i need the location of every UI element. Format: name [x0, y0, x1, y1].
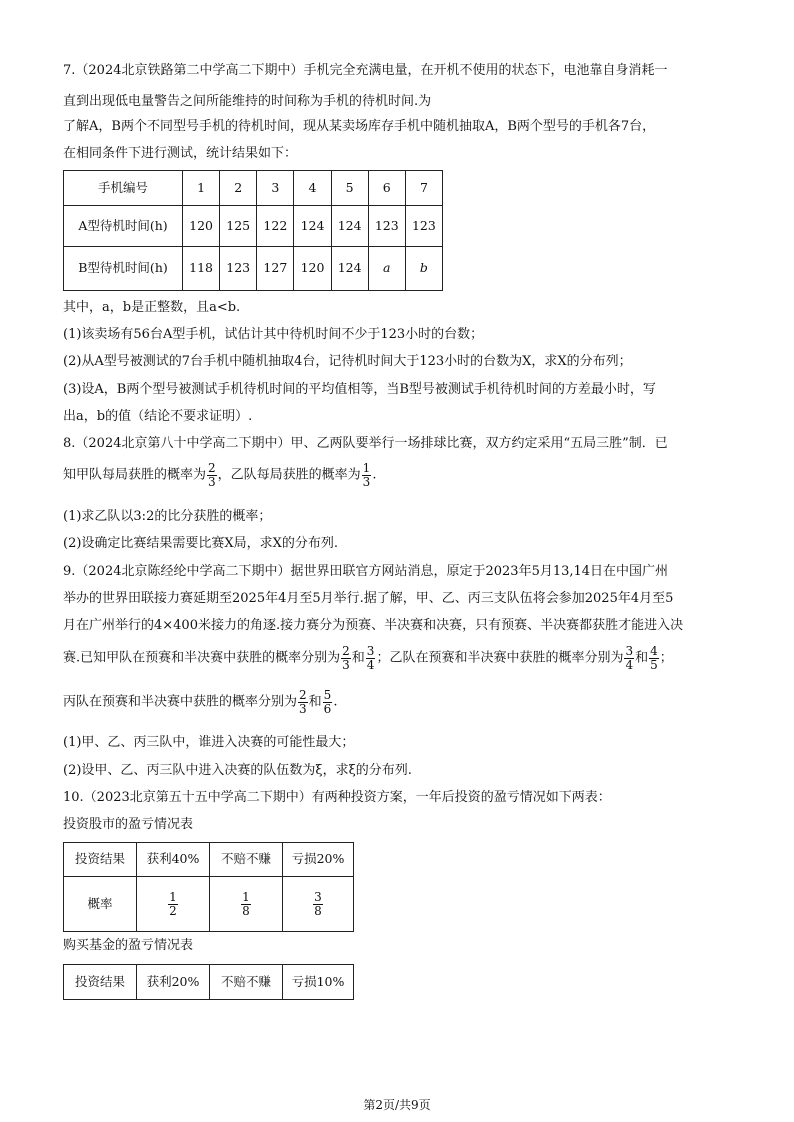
table-cell: a — [368, 247, 405, 291]
table-cell: 投资结果 — [64, 965, 137, 1000]
table-cell: 123 — [220, 247, 257, 291]
q9-text: 丙队在预赛和半决赛中获胜的概率分别为 — [63, 694, 298, 710]
numerator: 5 — [323, 688, 332, 702]
table-cell: 亏损20% — [283, 843, 354, 877]
q9-part-2: (2)设甲、乙、丙三队中进入决赛的队伍数为ξ，求ξ的分布列. — [63, 763, 412, 778]
q10-stock-table — [63, 842, 354, 932]
denominator: 5 — [650, 657, 658, 672]
table-cell: 概率 — [64, 877, 137, 932]
table-cell: 120 — [183, 206, 220, 247]
table-cell: 3 — [257, 171, 294, 206]
page-footer: 第2页/共9页 — [363, 1098, 431, 1112]
table-header-row — [64, 965, 354, 1000]
q9-text: 赛.已知甲队在预赛和半决赛中获胜的概率分别为 — [63, 650, 341, 666]
table-cell: 2 — [220, 171, 257, 206]
fraction — [323, 689, 333, 715]
q7-part-3-line-1: (3)设A，B两个型号被测试手机待机时间的平均值相等，当B型号被测试手机待机时间的方差最小时，写 — [63, 382, 656, 397]
table-cell: 123 — [405, 206, 442, 247]
denominator: 2 — [169, 903, 177, 918]
table-cell: 获利40% — [137, 843, 210, 877]
numerator: 1 — [362, 461, 371, 475]
table-cell: 124 — [331, 247, 368, 291]
table-cell: 7 — [405, 171, 442, 206]
q9-line-2: 举办的世界田联接力赛延期至2025年4月至5月举行.据了解，甲、乙、丙三支队伍将会参加2025年4月至5 — [63, 591, 674, 606]
denominator: 3 — [362, 474, 371, 489]
denominator: 6 — [323, 701, 332, 716]
fraction — [341, 645, 351, 671]
table-cell: 获利20% — [137, 965, 210, 1000]
q9-text: ；乙队在预赛和半决赛中获胜的概率分别为 — [376, 650, 624, 666]
q7-line-2: 直到出现低电量警告之间所能维持的时间称为手机的待机时间.为 — [63, 94, 432, 109]
denominator: 3 — [299, 701, 307, 716]
fraction — [624, 645, 634, 671]
q7-part-1: (1)该卖场有56台A型手机，试估计其中待机时间不少于123小时的台数； — [63, 327, 484, 342]
numerator: 2 — [299, 688, 307, 702]
q8-part-2: (2)设确定比赛结果需要比赛X局，求X的分布列. — [63, 536, 339, 551]
fraction — [207, 462, 217, 488]
q10-fund-table — [63, 964, 354, 1000]
table-cell: 127 — [257, 247, 294, 291]
table-cell: A型待机时间(h) — [64, 206, 183, 247]
table-cell — [283, 877, 354, 932]
table-row — [64, 877, 354, 932]
q9-line-4: 赛.已知甲队在预赛和半决赛中获胜的概率分别为 $\frac{2}{3}$ 和 $\frac{3}{4}$ ；乙队在预赛和半决赛中获胜的概率分别为 $\frac{3}{4}$ 和 $\frac{4}{5}$ ； — [63, 644, 673, 672]
fraction — [366, 645, 376, 671]
table-cell: 5 — [331, 171, 368, 206]
numerator: 1 — [169, 889, 177, 904]
q8-text: ，乙队每局获胜的概率为 — [217, 467, 361, 483]
q9-line-3: 月在广州举行的4×400米接力的角逐.接力赛分为预赛、半决赛和决赛，只有预赛、半决赛都获胜才能进入决 — [63, 618, 684, 633]
q8-line-1: 8.（2024北京第八十中学高二下期中）甲、乙两队要举行一场排球比赛，双方约定采用“五局三胜”制．已 — [63, 436, 668, 451]
q7-line-1: 7.（2024北京铁路第二中学高二下期中）手机完全充满电量，在开机不使用的状态下，电池靠自身消耗一 — [63, 63, 668, 78]
table-cell: 125 — [220, 206, 257, 247]
table-cell: 亏损10% — [283, 965, 354, 1000]
fraction — [168, 891, 178, 917]
q8-part-1: (1)求乙队以3:2的比分获胜的概率； — [63, 509, 272, 524]
table-cell: B型待机时间(h) — [64, 247, 183, 291]
fraction — [362, 462, 372, 488]
table-row — [64, 206, 443, 247]
q8-line-2: 知甲队每局获胜的概率为 $\frac{2}{3}$ ，乙队每局获胜的概率为 $\frac{1}{3}$ . — [63, 461, 377, 489]
table-cell: 123 — [368, 206, 405, 247]
table-cell — [210, 877, 283, 932]
numerator: 3 — [314, 889, 322, 904]
numerator: 3 — [366, 644, 375, 658]
table-cell: 120 — [294, 247, 331, 291]
table-cell: 不赔不赚 — [210, 965, 283, 1000]
q9-line-1: 9.（2024北京陈经纶中学高二下期中）据世界田联官方网站消息，原定于2023年5月13,14日在中国广州 — [63, 564, 669, 579]
q9-part-1: (1)甲、乙、丙三队中，谁进入决赛的可能性最大； — [63, 735, 355, 750]
q7-part-3-line-2: 出a，b的值（结论不要求证明）. — [63, 409, 253, 424]
q10-line-1: 10.（2023北京第五十五中学高二下期中）有两种投资方案，一年后投资的盈亏情况如下两表： — [63, 790, 611, 805]
numerator: 2 — [342, 644, 350, 658]
table-cell: 124 — [294, 206, 331, 247]
q7-standby-table — [63, 170, 443, 291]
fraction — [241, 891, 251, 917]
fraction — [649, 645, 659, 671]
q9-text: 和 — [351, 650, 365, 666]
table-cell: 4 — [294, 171, 331, 206]
table-cell: 1 — [183, 171, 220, 206]
table-cell: 124 — [331, 206, 368, 247]
table-cell: 118 — [183, 247, 220, 291]
q10-caption-fund: 购买基金的盈亏情况表 — [63, 938, 194, 953]
table-cell: 手机编号 — [64, 171, 183, 206]
table-cell — [137, 877, 210, 932]
q9-text: 和 — [308, 694, 322, 710]
table-cell: 投资结果 — [64, 843, 137, 877]
numerator: 3 — [625, 644, 634, 658]
denominator: 4 — [625, 657, 634, 672]
table-cell: 6 — [368, 171, 405, 206]
table-row — [64, 247, 443, 291]
q7-part-2: (2)从A型号被测试的7台手机中随机抽取4台，记待机时间大于123小时的台数为X，求X的分布列； — [63, 354, 632, 369]
numerator: 1 — [242, 889, 250, 904]
q7-line-4: 在相同条件下进行测试，统计结果如下： — [63, 146, 298, 161]
fraction — [298, 689, 308, 715]
numerator: 2 — [208, 461, 216, 475]
denominator: 3 — [208, 474, 216, 489]
q7-line-3: 了解A，B两个不同型号手机的待机时间，现从某卖场库存手机中随机抽取A，B两个型号的手机各7台， — [63, 119, 656, 134]
q8-text: 知甲队每局获胜的概率为 — [63, 467, 207, 483]
q10-caption-stock: 投资股市的盈亏情况表 — [63, 817, 194, 832]
table-cell: 122 — [257, 206, 294, 247]
denominator: 8 — [314, 903, 322, 918]
table-cell: b — [405, 247, 442, 291]
denominator: 3 — [342, 657, 350, 672]
numerator: 4 — [650, 644, 658, 658]
table-header-row — [64, 843, 354, 877]
fraction — [313, 891, 323, 917]
denominator: 4 — [366, 657, 375, 672]
q9-line-5: 丙队在预赛和半决赛中获胜的概率分别为 $\frac{2}{3}$ 和 $\frac{5}{6}$ . — [63, 688, 338, 716]
table-cell: 不赔不赚 — [210, 843, 283, 877]
q9-text: 和 — [635, 650, 649, 666]
denominator: 8 — [242, 903, 250, 918]
table-header-row — [64, 171, 443, 206]
q7-note: 其中，a，b是正整数，且a<b. — [63, 300, 241, 315]
